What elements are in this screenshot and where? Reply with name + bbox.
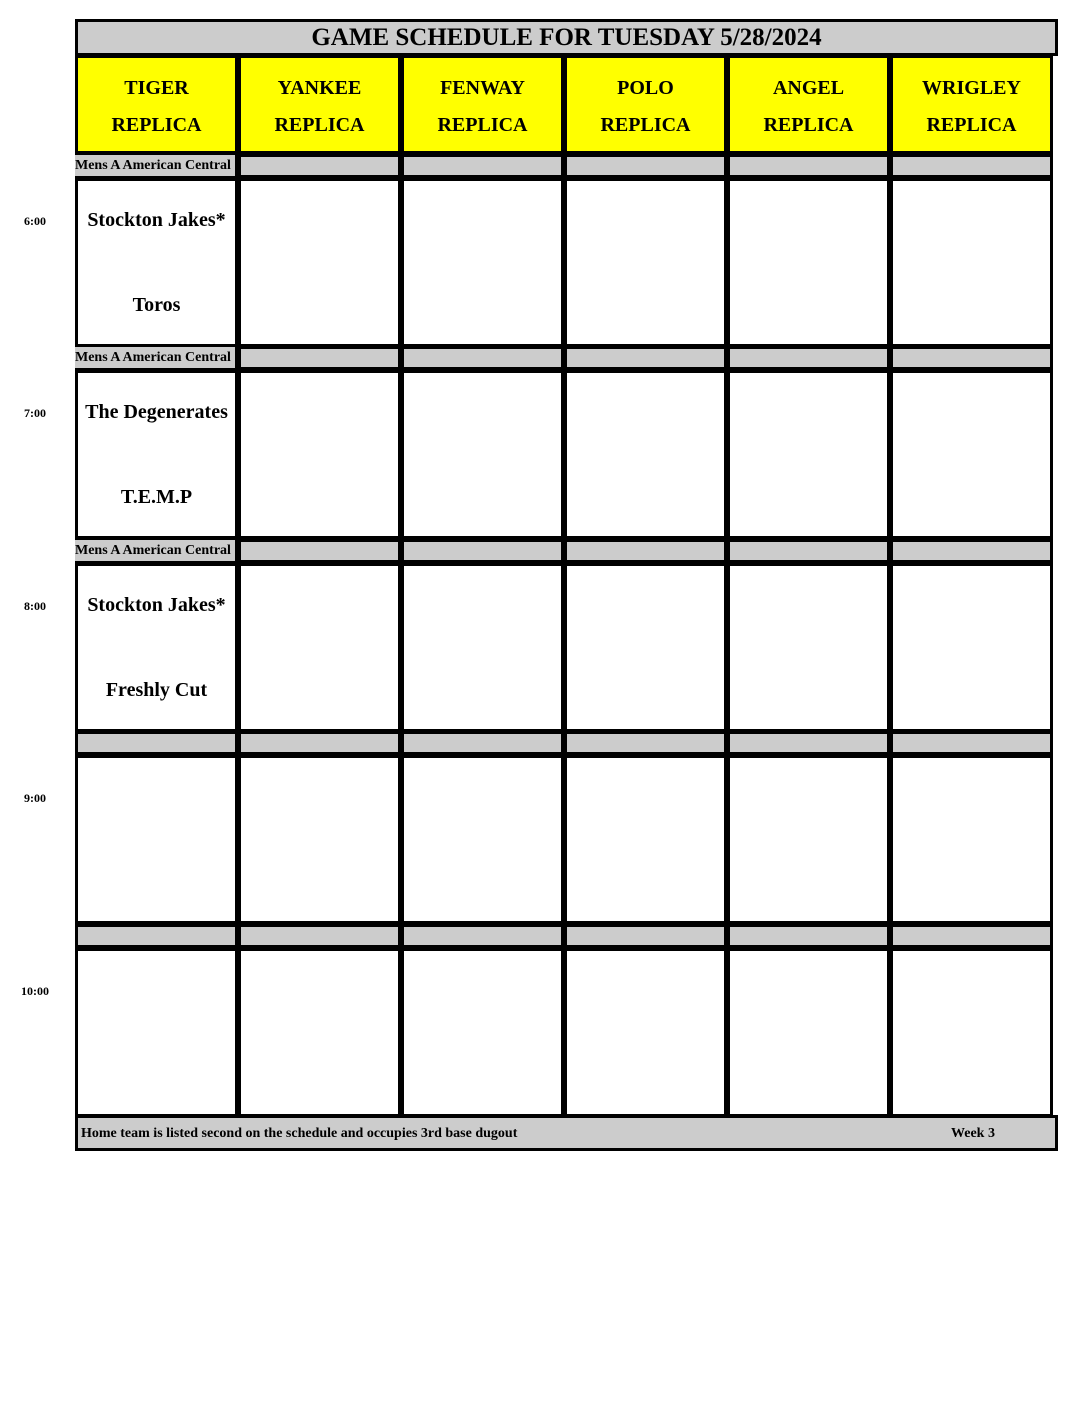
away-team: The Degenerates: [85, 401, 228, 423]
home-team: Toros: [132, 294, 181, 316]
game-row: [75, 948, 1058, 1117]
field-header-tiger: TIGER REPLICA: [75, 55, 238, 154]
game-cell: [75, 563, 238, 732]
division-row: [75, 924, 1058, 948]
time-label-9: 9:00: [24, 791, 46, 805]
field-header-fenway: FENWAY REPLICA: [401, 55, 564, 154]
field-header-polo: POLO REPLICA: [564, 55, 727, 154]
footer-note: Home team is listed second on the schedule and occupies 3rd base dugout: [81, 1126, 518, 1141]
game-row: [75, 178, 1058, 347]
game-row: [75, 563, 1058, 732]
time-label-8: 8:00: [24, 599, 46, 613]
division-label: Mens A American Central: [75, 346, 238, 370]
time-label-7: 7:00: [24, 406, 46, 420]
home-team: Freshly Cut: [105, 679, 208, 701]
time-label-10: 10:00: [21, 984, 49, 998]
field-header-wrigley: WRIGLEY REPLICA: [890, 55, 1053, 154]
away-team: Stockton Jakes*: [87, 209, 226, 231]
home-team: T.E.M.P: [120, 486, 193, 508]
week-label: Week 3: [951, 1126, 995, 1141]
division-label: Mens A American Central: [75, 154, 238, 178]
game-row: [75, 370, 1058, 539]
away-team: Stockton Jakes*: [87, 594, 226, 616]
division-row: [75, 154, 1058, 178]
footer-bar: [75, 1115, 1058, 1151]
division-row: [75, 731, 1058, 755]
page-title: GAME SCHEDULE FOR TUESDAY 5/28/2024: [75, 19, 1058, 56]
game-row: [75, 755, 1058, 924]
division-row: [75, 539, 1058, 563]
division-label: Mens A American Central: [75, 539, 238, 563]
field-header-row: [75, 55, 1058, 154]
time-label-6: 6:00: [24, 214, 46, 228]
division-row: [75, 346, 1058, 370]
game-cell: [75, 370, 238, 539]
game-cell: [75, 178, 238, 347]
field-header-angel: ANGEL REPLICA: [727, 55, 890, 154]
field-header-yankee: YANKEE REPLICA: [238, 55, 401, 154]
